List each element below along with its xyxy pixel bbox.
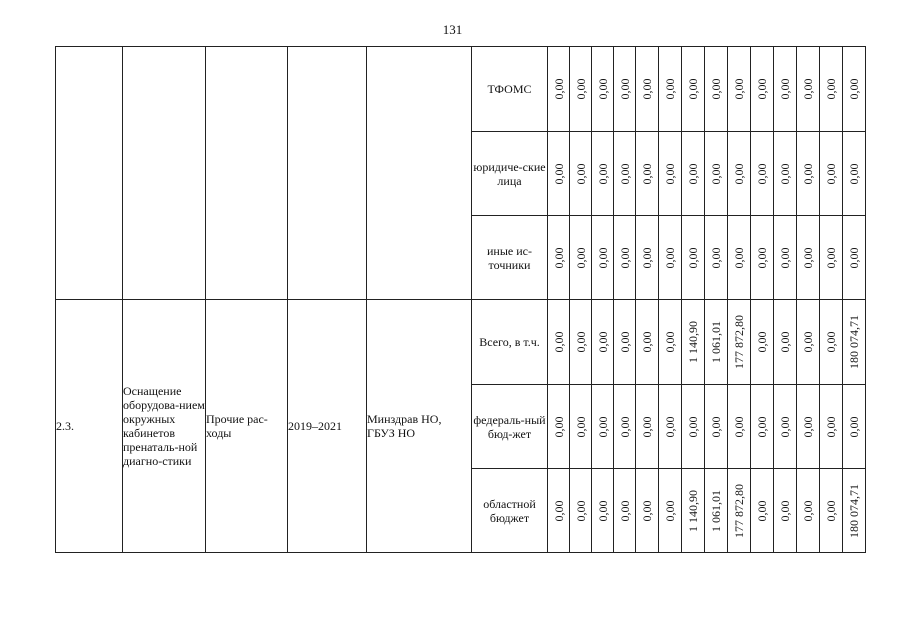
program-budget-table [55,46,866,553]
value-cell: 0,00 [797,216,820,300]
value-cell: 0,00 [705,47,728,132]
value-cell: 180 074,71 [843,300,866,385]
value-cell: 0,00 [636,132,659,216]
value-cell: 0,00 [614,300,636,385]
value-cell: 0,00 [728,385,751,469]
item-number: 2.3. [56,300,123,553]
value-cell: 0,00 [682,385,705,469]
value-cell: 0,00 [820,132,843,216]
value-cell: 0,00 [774,47,797,132]
value-cell: 0,00 [751,47,774,132]
value-cell: 0,00 [614,132,636,216]
funding-source-label: областной бюджет [472,469,548,553]
top-expense-cell [206,47,288,300]
value-cell: 0,00 [636,47,659,132]
value-cell: 0,00 [682,47,705,132]
value-cell: 0,00 [614,469,636,553]
top-executor-cell [367,47,472,300]
value-cell: 0,00 [592,385,614,469]
top-number-cell [56,47,123,300]
value-cell: 0,00 [797,47,820,132]
value-cell: 180 074,71 [843,469,866,553]
value-cell: 0,00 [751,132,774,216]
value-cell: 0,00 [705,385,728,469]
value-cell: 0,00 [570,300,592,385]
value-cell: 0,00 [728,47,751,132]
value-cell: 0,00 [843,216,866,300]
value-cell: 0,00 [797,385,820,469]
value-cell: 0,00 [570,47,592,132]
value-cell: 0,00 [705,216,728,300]
item-name: Оснащение оборудова-нием окружных кабинетов пренаталь-ной диагно-стики [123,300,206,553]
value-cell: 0,00 [548,469,570,553]
value-cell: 0,00 [570,132,592,216]
item-expense-type: Прочие рас-ходы [206,300,288,553]
item-period: 2019–2021 [288,300,367,553]
top-row-tfoms [56,47,866,132]
value-cell: 0,00 [659,469,682,553]
value-cell: 0,00 [774,132,797,216]
value-cell: 177 872,80 [728,300,751,385]
value-cell: 0,00 [592,216,614,300]
value-cell: 0,00 [820,216,843,300]
value-cell: 0,00 [548,132,570,216]
value-cell: 0,00 [636,385,659,469]
value-cell: 0,00 [751,469,774,553]
value-cell: 0,00 [797,469,820,553]
value-cell: 0,00 [774,300,797,385]
value-cell: 0,00 [751,300,774,385]
value-cell: 0,00 [774,216,797,300]
value-cell: 0,00 [636,216,659,300]
value-cell: 0,00 [570,216,592,300]
value-cell: 0,00 [820,47,843,132]
value-cell: 0,00 [659,216,682,300]
value-cell: 0,00 [592,132,614,216]
value-cell: 0,00 [843,132,866,216]
value-cell: 0,00 [592,300,614,385]
value-cell: 0,00 [774,385,797,469]
value-cell: 0,00 [614,385,636,469]
value-cell: 0,00 [570,385,592,469]
value-cell: 0,00 [797,300,820,385]
value-cell: 1 140,90 [682,300,705,385]
funding-source-label: ТФОМС [472,47,548,132]
value-cell: 0,00 [797,132,820,216]
value-cell: 0,00 [820,385,843,469]
value-cell: 0,00 [751,385,774,469]
value-cell: 0,00 [682,216,705,300]
value-cell: 0,00 [614,216,636,300]
value-cell: 0,00 [659,300,682,385]
value-cell: 0,00 [682,132,705,216]
value-cell: 0,00 [636,469,659,553]
value-cell: 0,00 [659,385,682,469]
value-cell: 0,00 [751,216,774,300]
value-cell: 1 061,01 [705,300,728,385]
item-row-total [56,300,866,385]
value-cell: 0,00 [548,300,570,385]
value-cell: 0,00 [820,469,843,553]
value-cell: 1 140,90 [682,469,705,553]
value-cell: 177 872,80 [728,469,751,553]
value-cell: 0,00 [548,47,570,132]
top-name-cell [123,47,206,300]
funding-source-label: федераль-ный бюд-жет [472,385,548,469]
value-cell: 0,00 [774,469,797,553]
value-cell: 0,00 [548,216,570,300]
top-period-cell [288,47,367,300]
funding-source-label: Всего, в т.ч. [472,300,548,385]
value-cell: 0,00 [592,47,614,132]
value-cell: 0,00 [636,300,659,385]
value-cell: 0,00 [570,469,592,553]
value-cell: 0,00 [548,385,570,469]
value-cell: 0,00 [705,132,728,216]
funding-source-label: иные ис-точники [472,216,548,300]
funding-source-label: юридиче-ские лица [472,132,548,216]
value-cell: 0,00 [728,132,751,216]
value-cell: 1 061,01 [705,469,728,553]
value-cell: 0,00 [843,47,866,132]
value-cell: 0,00 [659,132,682,216]
value-cell: 0,00 [728,216,751,300]
page-number: 131 [442,22,463,37]
value-cell: 0,00 [843,385,866,469]
value-cell: 0,00 [592,469,614,553]
value-cell: 0,00 [614,47,636,132]
item-executors: Минздрав НО, ГБУЗ НО [367,300,472,553]
value-cell: 0,00 [820,300,843,385]
value-cell: 0,00 [659,47,682,132]
